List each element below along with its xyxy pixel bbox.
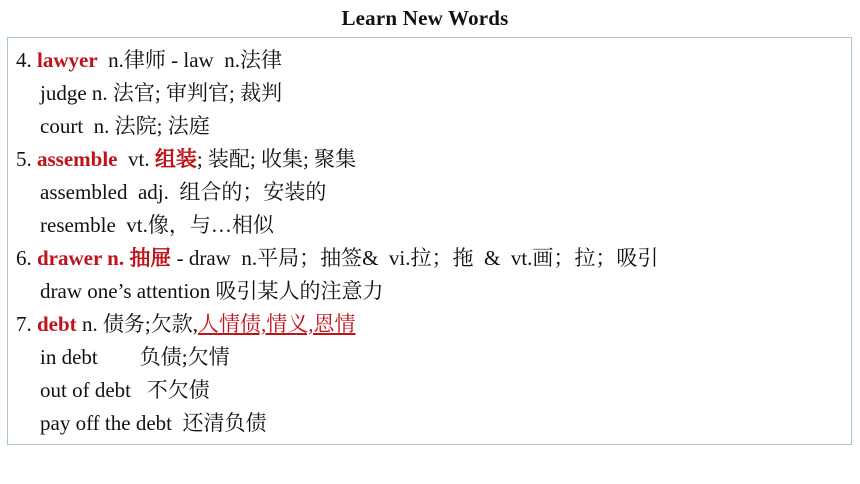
page-title: Learn New Words xyxy=(341,6,509,30)
entry-number: 7. xyxy=(16,312,37,336)
headword: debt xyxy=(37,312,77,336)
subentry-draw-attention: draw one’s attention 吸引某人的注意力 xyxy=(40,279,384,303)
subentry-assembled: assembled adj. 组合的；安装的 xyxy=(40,180,327,204)
definition: - draw n.平局；抽签& vi.拉；拖 & vt.画；拉；吸引 xyxy=(171,246,659,270)
part-of-speech: vt. xyxy=(117,147,155,171)
subentry-judge: judge n. 法官; 审判官; 裁判 xyxy=(40,81,283,105)
entry-number: 6. xyxy=(16,246,37,270)
entry-number: 5. xyxy=(16,147,37,171)
subentry-pay-off: pay off the debt 还清负债 xyxy=(40,411,267,435)
subentry-court: court n. 法院; 法庭 xyxy=(40,114,210,138)
headword: assemble xyxy=(37,147,118,171)
subentry-resemble: resemble vt.像，与…相似 xyxy=(40,213,274,237)
entry-assemble xyxy=(16,143,356,176)
subentry-out-of-debt: out of debt 不欠债 xyxy=(40,378,210,402)
underlined-meaning: 人情债,情义,恩情 xyxy=(198,312,356,336)
word-list-box xyxy=(7,37,852,445)
entry-debt xyxy=(16,308,356,341)
entry-drawer xyxy=(16,242,658,275)
definition: n. 债务;欠款, xyxy=(76,312,199,336)
definition: ; 装配; 收集; 聚集 xyxy=(196,147,357,171)
subentry-in-debt: in debt 负债;欠情 xyxy=(40,345,230,369)
entry-number: 4. xyxy=(16,48,37,72)
definition: n.律师 - law n.法律 xyxy=(97,48,282,72)
entry-lawyer xyxy=(16,44,282,77)
headword: drawer n. 抽屉 xyxy=(37,246,172,270)
headword: lawyer xyxy=(37,48,98,72)
highlighted-meaning: 组装 xyxy=(154,147,197,171)
